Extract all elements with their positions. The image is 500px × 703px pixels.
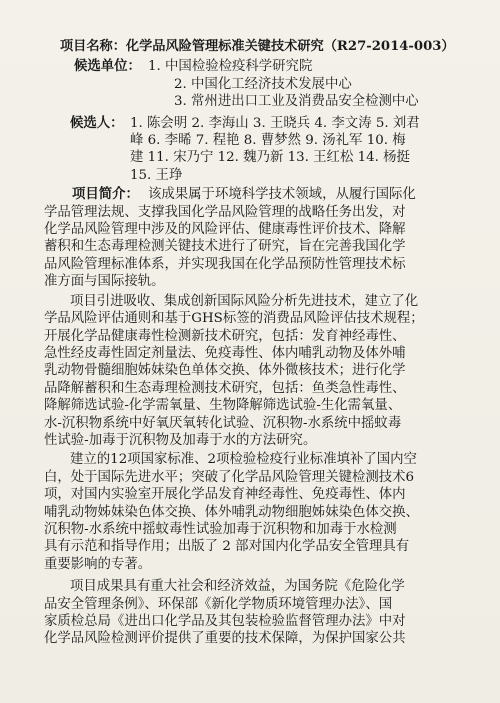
paragraph-line: 乳动物骨髓细胞姊妹染色单体交换、体外微核技术；进行化学 <box>44 363 406 379</box>
paragraph-line: 学品管理法规、支撑我国化学品风险管理的战略任务出发，对 <box>44 204 406 220</box>
paragraph-line: 化学品风险管理中涉及的风险评估、健康毒性评价技术、降解 <box>44 222 406 238</box>
paragraph-line: 准方面与国际接轨。 <box>44 274 165 290</box>
paragraph-line: 白，处于国际先进水平；突破了化学品风险管理关键检测技术6 <box>44 469 415 485</box>
paragraph-line: 项目引进吸收、集成创新国际风险分析先进技术，建立了化 <box>70 293 419 309</box>
paragraph-line: 降解筛选试验-化学需氧量、生物降解筛选试验-生化需氧量、 <box>44 398 402 414</box>
persons-line: 建 11. 宋乃宁 12. 魏乃新 13. 王红松 14. 杨挺 <box>130 150 410 166</box>
paragraph-line: 项目成果具有重大社会和经济效益，为国务院《危险化学 <box>70 579 405 595</box>
paragraph-line: 具有示范和指导作用；出版了 2 部对国内化学品安全管理具有 <box>44 539 410 555</box>
paragraph-line: 家质检总局《进出口化学品及其包装检验监督管理办法》中对 <box>44 614 406 629</box>
summary-first-line <box>44 186 460 203</box>
paragraph-line: 性试验-加毒于沉积物及加毒于水的方法研究。 <box>44 432 317 448</box>
paragraph-line: 开展化学品健康毒性检测新技术研究，包括：发育神经毒性、 <box>44 328 406 344</box>
paragraph-line: 品风险管理标准体系，并实现我国在化学品预防性管理技术标 <box>44 256 406 272</box>
paragraph-line: 该成果属于环境科学技术领域，从履行国际化 <box>148 187 416 203</box>
paragraph-line: 建立的12项国家标准、2项检验检疫行业标准填补了国内空 <box>70 452 417 468</box>
persons-line: 1. 陈会明 2. 李海山 3. 王晓兵 4. 李文涛 5. 刘君 <box>130 115 420 131</box>
paragraph-line: 品安全管理条例》、环保部《新化学物质环境管理办法》、国 <box>44 596 393 612</box>
persons-first-line <box>44 115 460 132</box>
project-title: 项目名称：化学品风险管理标准关键技术研究（R27-2014-003） <box>60 39 455 54</box>
persons-label: 候选人： <box>70 114 124 131</box>
units-first-line <box>44 58 460 75</box>
paragraph-line: 品降解蓄积和生态毒理检测技术研究，包括：鱼类急性毒性、 <box>44 380 406 396</box>
paragraph-line: 急性经皮毒性固定剂量法、免疫毒性、体内哺乳动物及体外哺 <box>44 345 406 361</box>
paragraph-line: 项，对国内实验室开展化学品发育神经毒性、免疫毒性、体内 <box>44 487 406 503</box>
summary-label: 项目简介： <box>72 186 139 203</box>
persons-line: 峰 6. 李晞 7. 程艳 8. 曹梦然 9. 汤礼军 10. 梅 <box>130 133 406 149</box>
paragraph-line: 学品风险评估通则和基于GHS标签的消费品风险评估技术规程； <box>44 311 424 327</box>
unit-item: 3. 常州进出口工业及消费品安全检测中心 <box>174 94 419 110</box>
paragraph-line: 水-沉积物系统中好氧厌氧转化试验、沉积物-水系统中摇蚊毒 <box>44 415 402 431</box>
paragraph-line: 重要影响的专著。 <box>44 556 152 572</box>
paragraph-line: 化学品风险检测评价提供了重要的技术保障，为保护国家公共 <box>44 631 406 647</box>
units-label: 候选单位： <box>74 58 141 75</box>
paragraph-line: 蓄积和生态毒理检测关键技术进行了研究，旨在完善我国化学 <box>44 239 406 255</box>
paragraph-line: 沉积物-水系统中摇蚊毒性试验加毒于沉积物和加毒于水检测 <box>44 521 397 537</box>
unit-item: 1. 中国检验检疫科学研究院 <box>148 59 313 75</box>
unit-item: 2. 中国化工经济技术发展中心 <box>174 76 352 92</box>
persons-line: 15. 王琤 <box>130 167 183 183</box>
paragraph-line: 哺乳动物姊妹染色体交换、体外哺乳动物细胞姊妹染色体交换、 <box>44 504 419 520</box>
